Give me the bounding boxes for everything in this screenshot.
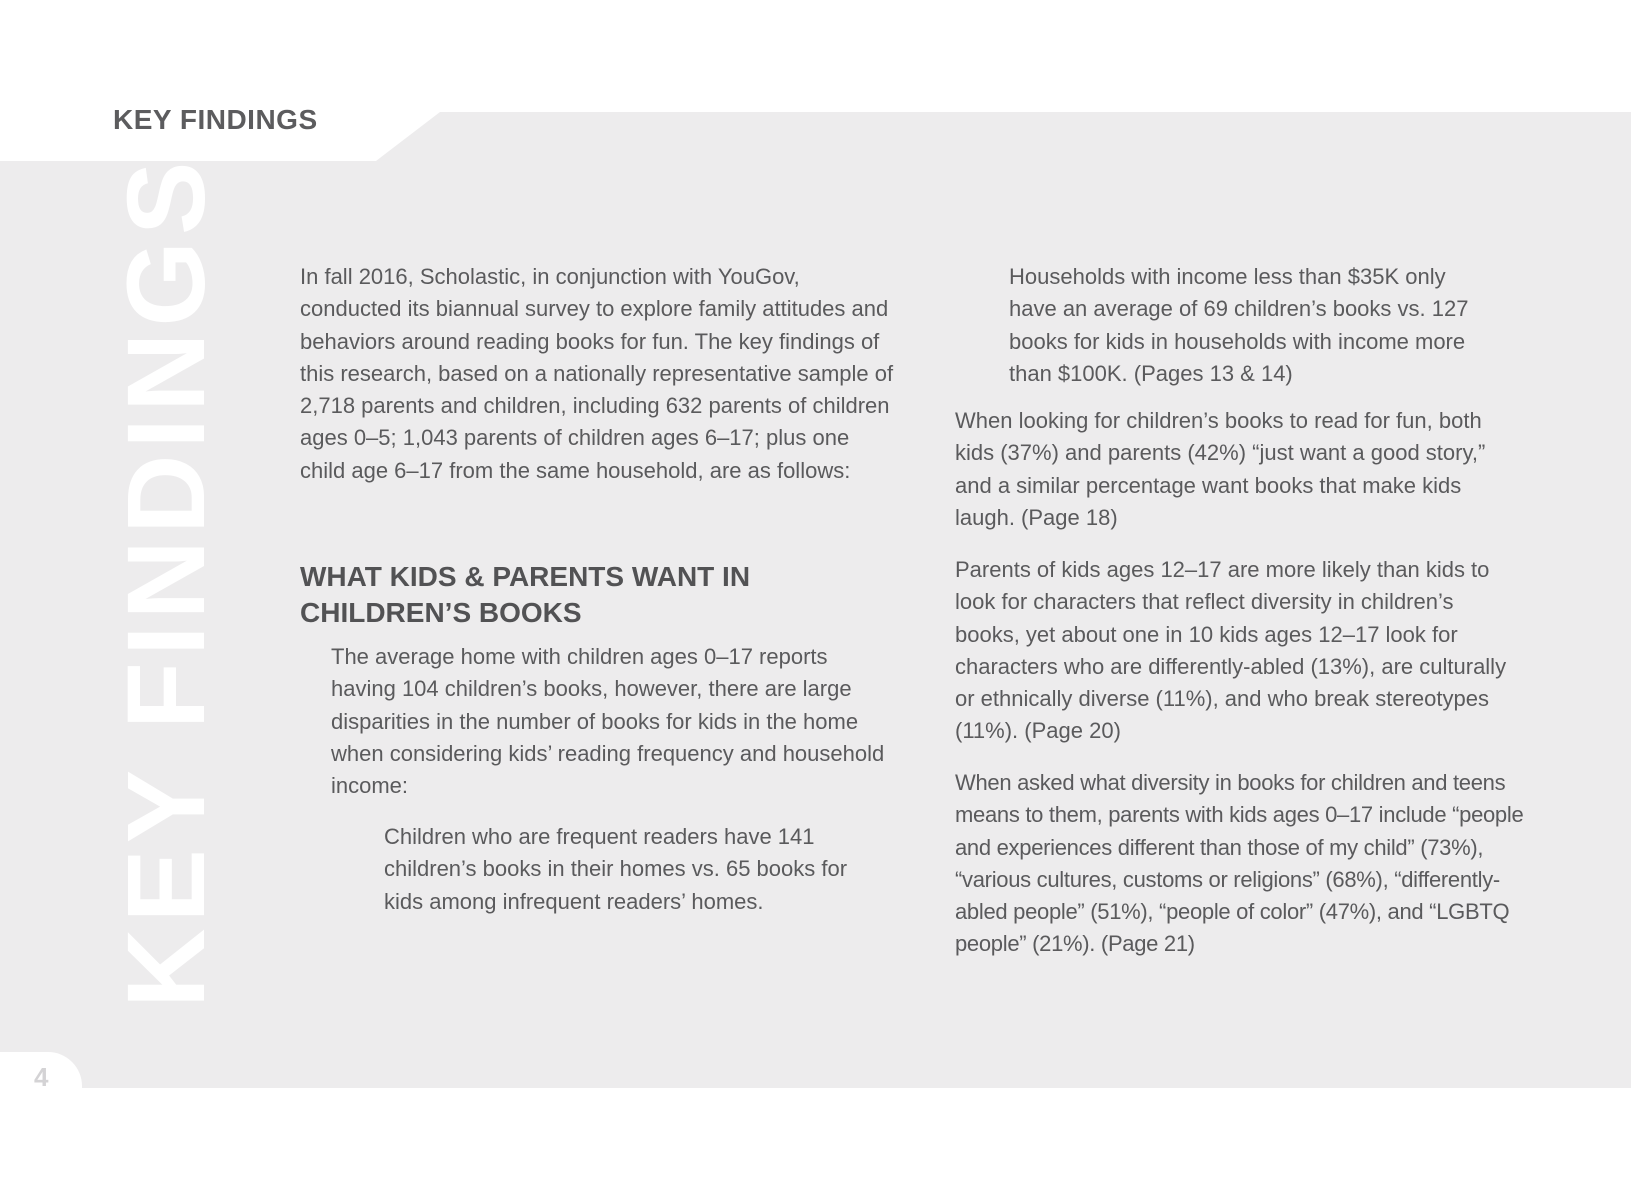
- intro-paragraph: In fall 2016, Scholastic, in conjunction with YouGov, conducted its biannual survey to explore family attitudes and behaviors around reading books for fun. The key findings of this research, based on a nationally representative sample of 2,718 parents and children, including 632 parents of children ages 0–5; 1,043 parents of children ages 6–17; plus one child age 6–17 from the same household, are as follows:: [300, 264, 894, 483]
- bullet-diversity-characters: Parents of kids ages 12–17 are more likely than kids to look for characters that reflect diversity in children’s books, yet about one in 10 kids ages 12–17 look for characters who are differently-abled (13%), are culturally or ethnically diverse (11%), and who break stereotypes (11%). (Page 20): [955, 557, 1507, 744]
- sub-bullet-frequent-readers: Children who are frequent readers have 141 children’s books in their homes vs. 65 books for kids among infrequent readers’ homes.: [384, 824, 848, 914]
- bullet-good-story: When looking for children’s books to read for fun, both kids (37%) and parents (42%) “just want a good story,” and a similar percentage want books that make kids laugh. (Page 18): [955, 408, 1486, 530]
- vertical-section-title: KEY FINDINGS: [105, 155, 228, 1008]
- page-number: 4: [34, 1062, 49, 1092]
- bullet-average-home-books: The average home with children ages 0–17 reports having 104 children’s books, however, there are large disparities in the number of books for kids in the home when considering kids’ reading frequency and household income:: [331, 644, 885, 799]
- section-heading: WHAT KIDS & PARENTS WANT IN CHILDREN’S BOOKS: [300, 561, 751, 628]
- bullet-diversity-meaning: When asked what diversity in books for children and teens means to them, parents with kids ages 0–17 include “people and experiences different than those of my child” (73%), “various cultures, customs or religions” (68%), “differently-abled people” (51%), “people of color” (47%), and “LGBTQ people” (21%). (Page 21): [955, 770, 1524, 957]
- page-header-title: KEY FINDINGS: [113, 104, 318, 135]
- sub-bullet-household-income: Households with income less than $35K only have an average of 69 children’s books vs. 127 books for kids in households with income more than $100K. (Pages 13 & 14): [1009, 264, 1469, 386]
